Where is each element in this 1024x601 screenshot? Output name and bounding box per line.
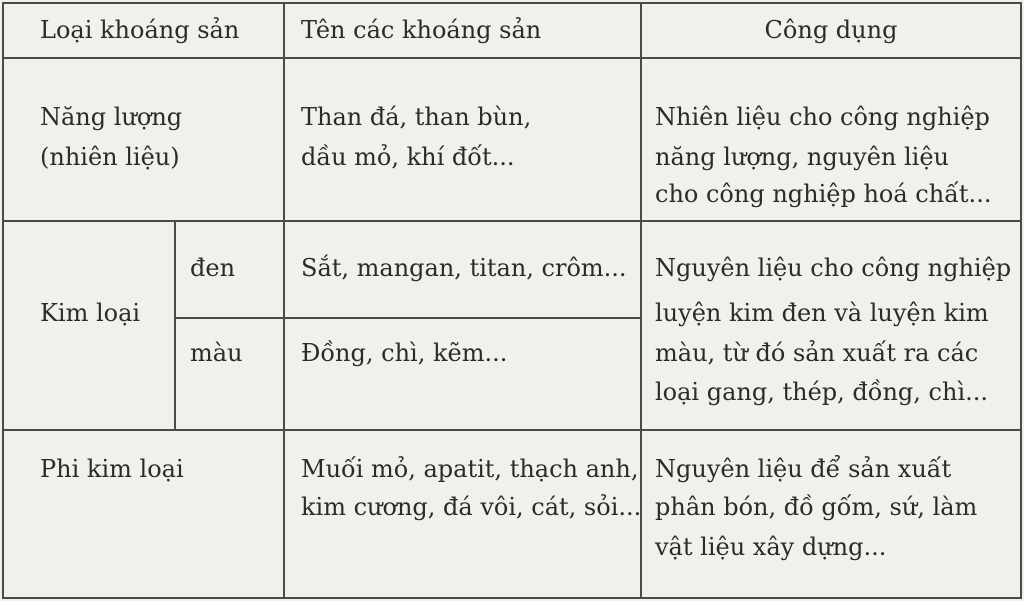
table-border-bottom	[2, 597, 1022, 599]
metal-uses-line-1: Nguyên liệu cho công nghiệp	[655, 254, 1012, 282]
row-divider-2	[2, 429, 1022, 431]
header-mineral-type: Loại khoáng sản	[40, 16, 240, 44]
energy-names-line-1: Than đá, than bùn,	[301, 103, 532, 131]
subrow-divider	[175, 317, 640, 319]
nonmetal-names-line-1: Muối mỏ, apatit, thạch anh,	[301, 455, 639, 483]
column-divider-1	[283, 2, 285, 599]
table-border-top	[2, 2, 1022, 4]
header-divider	[2, 57, 1022, 59]
energy-uses-line-3: cho công nghiệp hoá chất...	[655, 180, 992, 208]
row-divider-1	[2, 220, 1022, 222]
energy-uses-line-2: năng lượng, nguyên liệu	[655, 143, 950, 171]
energy-type-line-1: Năng lượng	[40, 103, 183, 131]
energy-type-line-2: (nhiên liệu)	[40, 143, 180, 171]
nonmetal-uses-line-2: phân bón, đồ gốm, sứ, làm	[655, 493, 978, 521]
header-uses: Công dụng	[764, 16, 898, 44]
nonmetal-type: Phi kim loại	[40, 455, 184, 483]
header-mineral-names: Tên các khoáng sản	[301, 16, 542, 44]
table-border-right	[1020, 2, 1022, 599]
energy-names-line-2: dầu mỏ, khí đốt...	[301, 143, 515, 171]
metal-type: Kim loại	[40, 299, 141, 327]
ferrous-names: Sắt, mangan, titan, crôm...	[301, 254, 627, 282]
nonmetal-uses-line-3: vật liệu xây dựng...	[655, 533, 887, 561]
table-border-left	[2, 2, 4, 599]
nonmetal-names-line-2: kim cương, đá vôi, cát, sỏi...	[301, 493, 642, 521]
nonferrous-subtype: màu	[190, 339, 243, 367]
metal-uses-line-2: luyện kim đen và luyện kim	[655, 299, 989, 327]
metal-uses-line-4: loại gang, thép, đồng, chì...	[655, 378, 988, 406]
ferrous-subtype: đen	[190, 254, 236, 282]
energy-uses-line-1: Nhiên liệu cho công nghiệp	[655, 103, 990, 131]
nonmetal-uses-line-1: Nguyên liệu để sản xuất	[655, 455, 952, 483]
metal-uses-line-3: màu, từ đó sản xuất ra các	[655, 339, 979, 367]
nonferrous-names: Đồng, chì, kẽm...	[301, 339, 508, 367]
subtype-divider	[174, 220, 176, 431]
